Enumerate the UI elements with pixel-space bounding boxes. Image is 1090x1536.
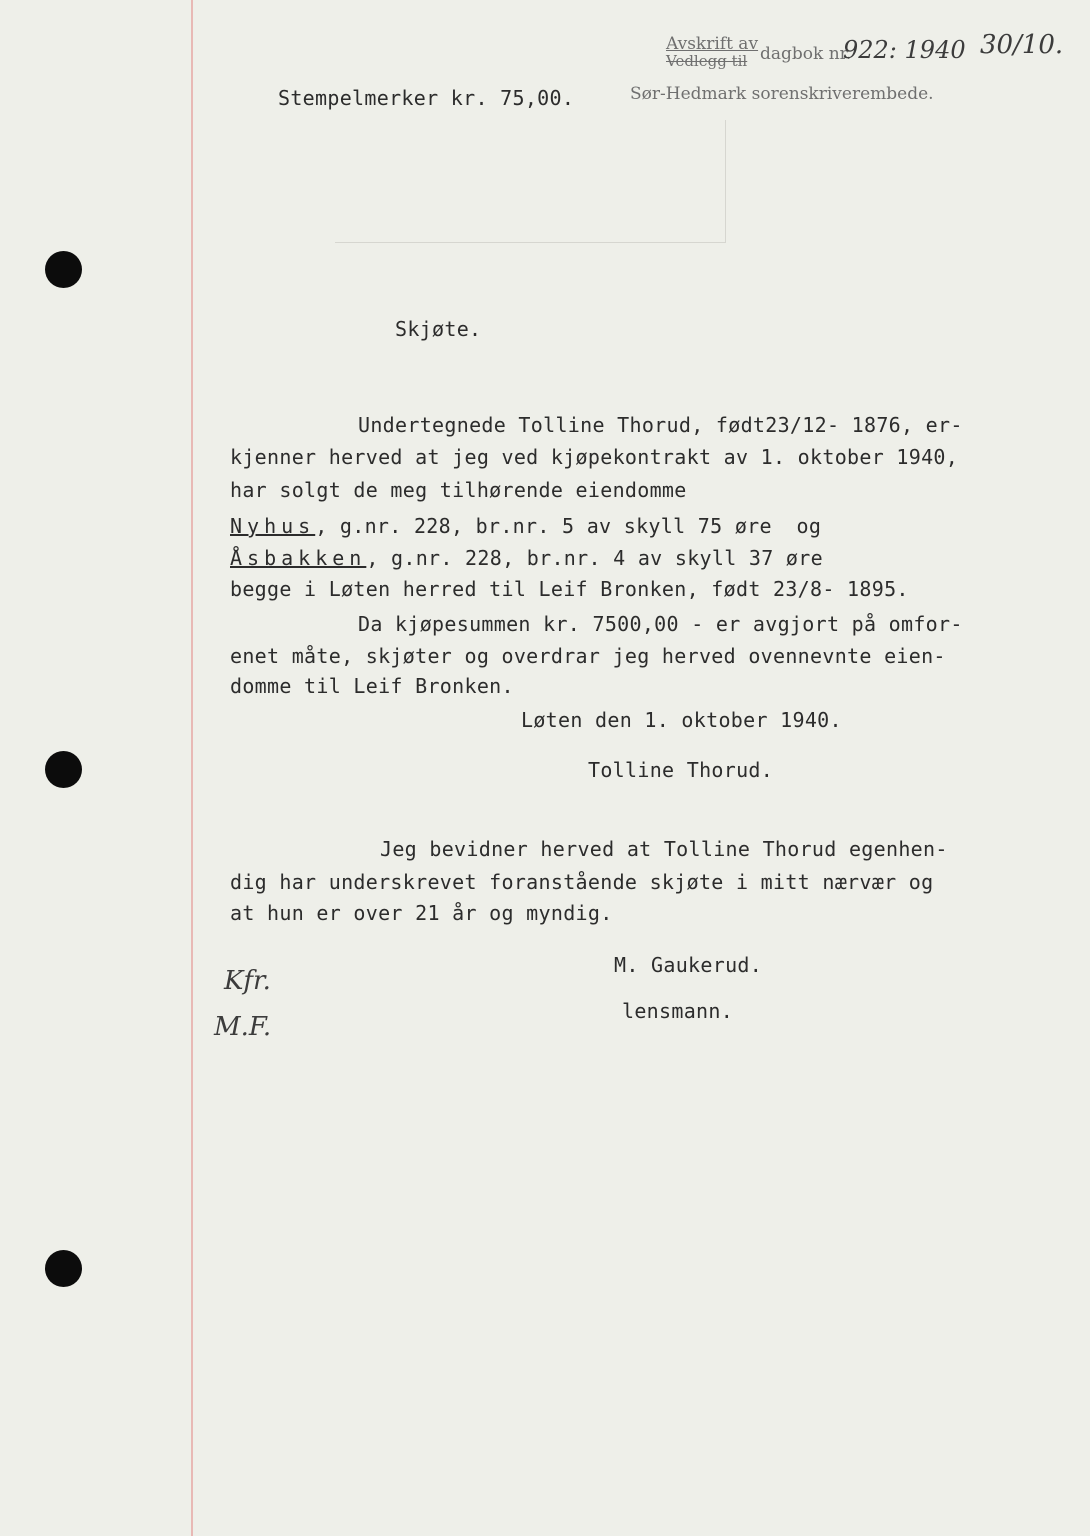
punch-hole	[45, 1250, 82, 1287]
stamp-duty: Stempelmerker kr. 75,00.	[278, 86, 575, 110]
body-line: Da kjøpesummen kr. 7500,00 - er avgjort på omfor-	[358, 612, 963, 636]
stamp-vedlegg: Vedlegg til	[666, 52, 748, 70]
body-line: enet måte, skjøter og overdrar jeg herved ovennevnte eien-	[230, 644, 946, 668]
property-details: , g.nr. 228, br.nr. 5 av skyll 75 øre og	[315, 514, 822, 538]
property-details: , g.nr. 228, br.nr. 4 av skyll 37 øre	[366, 546, 823, 570]
handwritten-note: Kfr.	[224, 966, 271, 996]
body-line: kjenner herved at jeg ved kjøpekontrakt av 1. oktober 1940,	[230, 445, 959, 469]
stamp-dagbok: dagbok nr.	[760, 44, 852, 64]
property-name: Nyhus	[230, 514, 316, 538]
signature-witness: M. Gaukerud.	[614, 953, 763, 977]
punch-hole	[45, 751, 82, 788]
property-name: Åsbakken	[230, 546, 367, 570]
body-line: har solgt de meg tilhørende eiendomme	[230, 478, 687, 502]
place-date: Løten den 1. oktober 1940.	[521, 708, 842, 732]
handwritten-initials: M.F.	[214, 1012, 272, 1042]
dagbok-number: 922: 1940	[843, 36, 966, 64]
witness-line: dig har underskrevet foranstående skjøte i mitt nærvær og	[230, 870, 934, 894]
body-line: Undertegnede Tolline Thorud, født23/12- 1876, er-	[358, 413, 963, 437]
margin-rule	[191, 0, 193, 1536]
body-line: begge i Løten herred til Leif Bronken, født 23/8- 1895.	[230, 577, 909, 601]
signature-seller: Tolline Thorud.	[588, 758, 774, 782]
punch-hole	[45, 251, 82, 288]
witness-line: at hun er over 21 år og myndig.	[230, 901, 613, 925]
document-title: Skjøte.	[395, 317, 482, 341]
faint-imprint	[335, 120, 726, 243]
witness-line: Jeg bevidner herved at Tolline Thorud egenhen-	[380, 837, 948, 861]
handwritten-date: 30/10.	[980, 30, 1064, 60]
stamp-office: Sør-Hedmark sorenskriverembede.	[630, 84, 934, 104]
stamp-avskrift: Avskrift av	[666, 34, 759, 54]
property-line	[230, 514, 821, 538]
property-line	[230, 546, 823, 570]
witness-title: lensmann.	[622, 999, 734, 1023]
body-line: domme til Leif Bronken.	[230, 674, 514, 698]
